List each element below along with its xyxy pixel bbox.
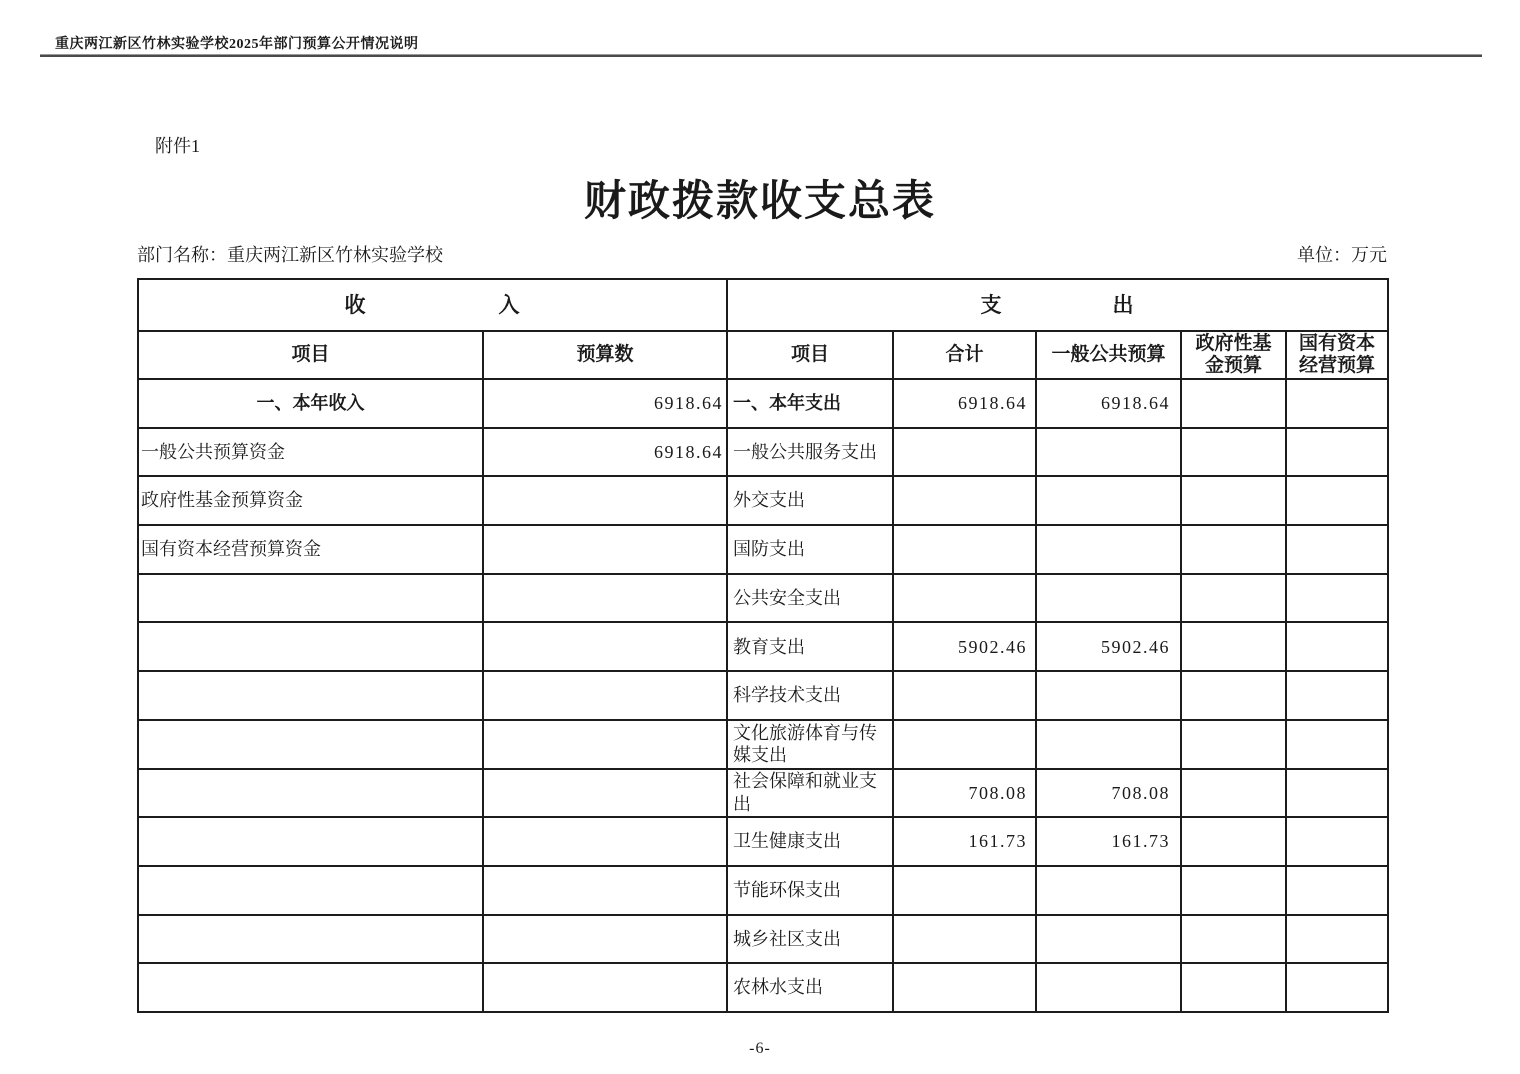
- state-capital-budget-cell: [1286, 915, 1388, 964]
- general-public-budget-cell: [1036, 671, 1181, 720]
- gov-fund-budget-cell: [1181, 866, 1286, 915]
- general-public-budget-cell: [1036, 866, 1181, 915]
- general-public-budget-cell: [1036, 428, 1181, 477]
- state-capital-budget-cell: [1286, 428, 1388, 477]
- expense-total-cell: 5902.46: [893, 622, 1036, 671]
- general-public-budget-cell: [1036, 720, 1181, 769]
- table-row: [138, 428, 1388, 477]
- income-budget-cell: [483, 915, 727, 964]
- income-budget-cell: [483, 574, 727, 623]
- column-header-income-item: 项目: [138, 331, 483, 379]
- state-capital-budget-cell: [1286, 525, 1388, 574]
- page-number: -6-: [749, 1040, 771, 1057]
- table-row: [138, 720, 1388, 769]
- unit-label: 单位：万元: [1297, 245, 1387, 265]
- table-head: [138, 279, 1388, 379]
- income-budget-cell: [483, 720, 727, 769]
- expense-group-header: 支 出: [727, 279, 1388, 331]
- general-public-budget-cell: 5902.46: [1036, 622, 1181, 671]
- gov-fund-budget-cell: [1181, 476, 1286, 525]
- header-divider-rule: [40, 54, 1482, 57]
- expense-total-cell: [893, 428, 1036, 477]
- state-capital-budget-cell: [1286, 963, 1388, 1012]
- income-item-cell: [138, 866, 483, 915]
- expense-item-cell: 卫生健康支出: [727, 817, 893, 866]
- expense-total-cell: [893, 866, 1036, 915]
- gov-fund-budget-cell: [1181, 671, 1286, 720]
- state-capital-budget-cell: [1286, 671, 1388, 720]
- general-public-budget-cell: [1036, 476, 1181, 525]
- table-row: [138, 574, 1388, 623]
- table-row: [138, 963, 1388, 1012]
- income-group-header: 收 入: [138, 279, 727, 331]
- gov-fund-budget-cell: [1181, 769, 1286, 818]
- table-row: [138, 915, 1388, 964]
- table-row: [138, 817, 1388, 866]
- general-public-budget-cell: [1036, 915, 1181, 964]
- expense-total-cell: [893, 476, 1036, 525]
- income-item-cell: [138, 817, 483, 866]
- department-name: 部门名称：重庆两江新区竹林实验学校: [137, 245, 443, 265]
- income-budget-cell: [483, 769, 727, 818]
- group-header-row: [138, 279, 1388, 331]
- state-capital-budget-cell: [1286, 769, 1388, 818]
- income-budget-cell: [483, 866, 727, 915]
- table-meta-line: [137, 241, 1387, 267]
- income-budget-cell: [483, 817, 727, 866]
- expense-item-cell: 一、本年支出: [727, 379, 893, 428]
- expense-total-cell: [893, 671, 1036, 720]
- income-item-cell: [138, 574, 483, 623]
- gov-fund-budget-cell: [1181, 428, 1286, 477]
- income-item-cell: 一般公共预算资金: [138, 428, 483, 477]
- column-header-general-public-budget: 一般公共预算: [1036, 331, 1181, 379]
- expense-total-cell: [893, 525, 1036, 574]
- expense-total-cell: [893, 574, 1036, 623]
- table-row: [138, 476, 1388, 525]
- expense-item-cell: 社会保障和就业支出: [727, 769, 893, 818]
- income-item-cell: [138, 671, 483, 720]
- gov-fund-budget-cell: [1181, 574, 1286, 623]
- state-capital-budget-cell: [1286, 476, 1388, 525]
- page-title: 财政拨款收支总表: [583, 179, 936, 225]
- expense-item-cell: 国防支出: [727, 525, 893, 574]
- table-row: [138, 525, 1388, 574]
- expense-total-cell: 708.08: [893, 769, 1036, 818]
- income-budget-cell: [483, 476, 727, 525]
- income-item-cell: [138, 769, 483, 818]
- expense-item-cell: 外交支出: [727, 476, 893, 525]
- general-public-budget-cell: [1036, 963, 1181, 1012]
- table-row: [138, 622, 1388, 671]
- gov-fund-budget-cell: [1181, 915, 1286, 964]
- general-public-budget-cell: 708.08: [1036, 769, 1181, 818]
- income-item-cell: 一、本年收入: [138, 379, 483, 428]
- expense-total-cell: 161.73: [893, 817, 1036, 866]
- expense-total-cell: [893, 915, 1036, 964]
- income-item-cell: 国有资本经营预算资金: [138, 525, 483, 574]
- expense-item-cell: 城乡社区支出: [727, 915, 893, 964]
- table-row: [138, 866, 1388, 915]
- table-body: [138, 379, 1388, 1012]
- income-budget-cell: 6918.64: [483, 379, 727, 428]
- general-public-budget-cell: 161.73: [1036, 817, 1181, 866]
- column-header-gov-fund-budget: 政府性基金预算: [1181, 331, 1286, 379]
- document-header-text: 重庆两江新区竹林实验学校2025年部门预算公开情况说明: [55, 37, 419, 52]
- expense-total-cell: [893, 963, 1036, 1012]
- general-public-budget-cell: [1036, 525, 1181, 574]
- expense-item-cell: 公共安全支出: [727, 574, 893, 623]
- income-item-cell: [138, 622, 483, 671]
- general-public-budget-cell: 6918.64: [1036, 379, 1181, 428]
- column-header-row: [138, 331, 1388, 379]
- expense-item-cell: 文化旅游体育与传媒支出: [727, 720, 893, 769]
- gov-fund-budget-cell: [1181, 525, 1286, 574]
- table-row: [138, 671, 1388, 720]
- state-capital-budget-cell: [1286, 720, 1388, 769]
- income-budget-cell: [483, 671, 727, 720]
- column-header-income-budget: 预算数: [483, 331, 727, 379]
- gov-fund-budget-cell: [1181, 622, 1286, 671]
- column-header-expense-item: 项目: [727, 331, 893, 379]
- state-capital-budget-cell: [1286, 622, 1388, 671]
- expense-item-cell: 农林水支出: [727, 963, 893, 1012]
- gov-fund-budget-cell: [1181, 963, 1286, 1012]
- gov-fund-budget-cell: [1181, 379, 1286, 428]
- income-budget-cell: [483, 963, 727, 1012]
- column-header-state-capital-budget: 国有资本经营预算: [1286, 331, 1388, 379]
- state-capital-budget-cell: [1286, 574, 1388, 623]
- income-budget-cell: [483, 525, 727, 574]
- table-row: [138, 379, 1388, 428]
- expense-item-cell: 节能环保支出: [727, 866, 893, 915]
- state-capital-budget-cell: [1286, 817, 1388, 866]
- income-item-cell: [138, 915, 483, 964]
- state-capital-budget-cell: [1286, 866, 1388, 915]
- column-header-expense-total: 合计: [893, 331, 1036, 379]
- gov-fund-budget-cell: [1181, 720, 1286, 769]
- budget-summary-table: [137, 278, 1389, 1013]
- table-row: [138, 769, 1388, 818]
- gov-fund-budget-cell: [1181, 817, 1286, 866]
- income-item-cell: 政府性基金预算资金: [138, 476, 483, 525]
- expense-total-cell: 6918.64: [893, 379, 1036, 428]
- expense-item-cell: 科学技术支出: [727, 671, 893, 720]
- state-capital-budget-cell: [1286, 379, 1388, 428]
- expense-item-cell: 教育支出: [727, 622, 893, 671]
- income-item-cell: [138, 720, 483, 769]
- expense-total-cell: [893, 720, 1036, 769]
- income-budget-cell: [483, 622, 727, 671]
- income-item-cell: [138, 963, 483, 1012]
- income-budget-cell: 6918.64: [483, 428, 727, 477]
- attachment-label: 附件1: [155, 136, 200, 156]
- general-public-budget-cell: [1036, 574, 1181, 623]
- expense-item-cell: 一般公共服务支出: [727, 428, 893, 477]
